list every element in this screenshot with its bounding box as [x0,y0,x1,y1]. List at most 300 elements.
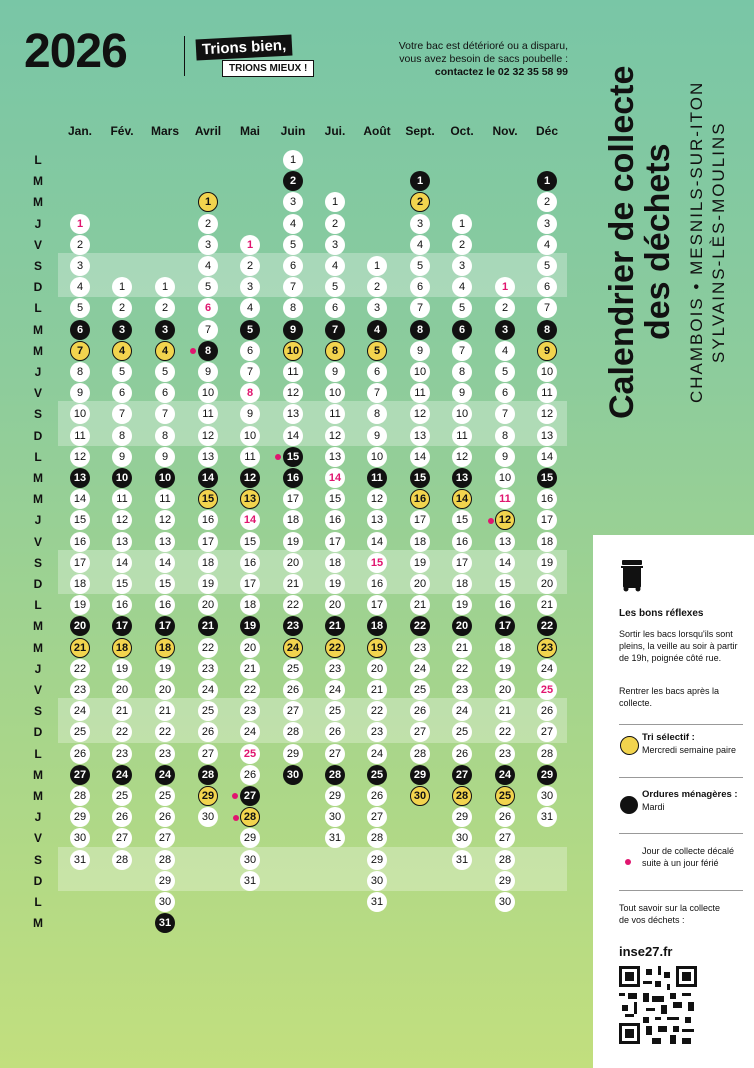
month-header: Mars [150,124,179,138]
day-cell: 23 [112,744,132,764]
day-cell: 6 [367,362,387,382]
day-cell: 2 [112,298,132,318]
weekday-label: J [34,216,42,231]
day-cell: 31 [70,850,90,870]
day-cell: 24 [495,765,515,785]
day-cell: 22 [198,638,218,658]
day-cell: 2 [410,192,430,212]
day-cell: 23 [198,659,218,679]
day-cell: 23 [367,722,387,742]
day-cell: 27 [452,765,472,785]
day-cell: 29 [537,765,557,785]
day-cell: 13 [367,510,387,530]
day-cell: 24 [283,638,303,658]
weekday-label: D [33,725,43,740]
day-cell: 9 [240,404,260,424]
weekend-band [58,401,567,445]
day-cell: 18 [367,616,387,636]
day-cell: 3 [283,192,303,212]
day-cell: 8 [240,383,260,403]
calendar-title-line1: Calendrier de collecte [603,65,641,419]
day-cell: 30 [198,807,218,827]
day-cell: 26 [325,722,345,742]
day-cell: 7 [495,404,515,424]
day-cell: 28 [495,850,515,870]
day-cell: 12 [112,510,132,530]
day-cell: 7 [198,320,218,340]
day-cell: 5 [198,277,218,297]
day-cell: 3 [240,277,260,297]
day-cell: 11 [70,426,90,446]
month-header: Fév. [110,124,134,138]
legend-item2 [642,788,742,813]
day-cell: 9 [283,320,303,340]
weekday-label: L [34,598,42,613]
header-divider [184,36,185,76]
day-cell: 1 [198,192,218,212]
day-cell: 25 [112,786,132,806]
day-cell: 30 [240,850,260,870]
calendar-title [604,36,676,448]
day-cell: 19 [325,574,345,594]
weekday-label: M [33,619,43,634]
day-cell: 29 [70,807,90,827]
day-cell: 20 [70,616,90,636]
day-cell: 11 [537,383,557,403]
day-cell: 28 [112,850,132,870]
day-cell: 29 [495,871,515,891]
weekday-label: V [33,237,42,252]
day-cell: 12 [537,404,557,424]
month-header: Oct. [450,124,474,138]
day-cell: 8 [495,426,515,446]
weekday-label: V [33,386,42,401]
day-cell: 5 [240,320,260,340]
day-cell: 24 [198,680,218,700]
day-cell: 28 [452,786,472,806]
day-cell: 17 [283,489,303,509]
day-cell: 7 [452,341,472,361]
day-cell: 22 [495,722,515,742]
day-cell: 8 [367,404,387,424]
day-cell: 24 [452,701,472,721]
day-cell: 29 [283,744,303,764]
day-cell: 9 [495,447,515,467]
day-cell: 22 [452,659,472,679]
weekend-band [58,550,567,594]
weekday-label: J [34,513,42,528]
weekday-label: L [34,895,42,909]
weekday-label: M [33,195,43,210]
day-cell: 4 [537,235,557,255]
day-cell: 20 [112,680,132,700]
day-cell: 15 [325,489,345,509]
day-cell: 28 [325,765,345,785]
day-cell: 24 [70,701,90,721]
day-cell: 1 [452,214,472,234]
day-cell: 4 [155,341,175,361]
day-cell: 19 [70,595,90,615]
day-cell: 7 [240,362,260,382]
legend-item1 [642,731,742,756]
day-cell: 21 [537,595,557,615]
day-cell: 19 [240,616,260,636]
day-cell: 15 [112,574,132,594]
day-cell: 20 [537,574,557,594]
day-cell: 23 [325,659,345,679]
day-cell: 31 [537,807,557,827]
day-cell: 18 [537,532,557,552]
day-cell: 6 [537,277,557,297]
day-cell: 28 [410,744,430,764]
weekday-label: S [33,407,42,422]
year-title: 2026 [24,25,127,78]
month-header: Sept. [405,124,435,138]
day-cell: 16 [325,510,345,530]
weekday-label: M [33,343,43,358]
day-cell: 6 [155,383,175,403]
day-cell: 19 [367,638,387,658]
day-cell: 15 [452,510,472,530]
day-cell: 25 [198,701,218,721]
day-cell: 26 [112,807,132,827]
weekend-band [58,253,567,297]
weekday-label: S [33,259,42,273]
day-cell: 11 [367,468,387,488]
month-header: Août [363,124,391,138]
day-cell: 26 [70,744,90,764]
day-cell: 4 [240,298,260,318]
day-cell: 10 [367,447,387,467]
day-cell: 30 [537,786,557,806]
day-cell: 16 [198,510,218,530]
day-cell: 25 [367,765,387,785]
weekday-label: L [34,449,42,464]
day-cell: 12 [70,447,90,467]
day-cell: 28 [198,765,218,785]
weekday-label: D [33,577,43,591]
day-cell: 16 [452,532,472,552]
weekday-label: S [33,852,42,867]
slogan-line2: TRIONS MIEUX ! [222,60,314,77]
day-cell: 3 [112,320,132,340]
day-cell: 26 [410,701,430,721]
day-cell: 19 [198,574,218,594]
day-cell: 13 [198,447,218,467]
day-cell: 16 [537,489,557,509]
day-cell: 15 [283,447,303,467]
day-cell: 7 [112,404,132,424]
weekday-label: S [33,704,42,719]
calendar-title-line2: des déchets [639,143,677,341]
day-cell: 27 [112,828,132,848]
day-cell: 30 [325,807,345,827]
day-cell: 2 [452,235,472,255]
weekday-label: J [34,810,42,825]
day-cell: 23 [495,744,515,764]
day-cell: 14 [198,468,218,488]
day-cell: 26 [240,765,260,785]
day-cell: 11 [325,404,345,424]
day-cell: 26 [495,807,515,827]
day-cell: 18 [155,638,175,658]
day-cell: 24 [537,659,557,679]
day-cell: 25 [495,786,515,806]
day-cell: 20 [198,595,218,615]
day-cell: 23 [410,638,430,658]
day-cell: 10 [452,404,472,424]
day-cell: 26 [198,722,218,742]
day-cell: 5 [283,235,303,255]
day-cell: 27 [537,722,557,742]
day-cell: 22 [367,701,387,721]
day-cell: 6 [495,383,515,403]
day-cell: 18 [452,574,472,594]
day-cell: 17 [325,532,345,552]
month-header: Mai [239,124,260,138]
day-cell: 9 [325,362,345,382]
day-cell: 21 [283,574,303,594]
day-cell: 17 [240,574,260,594]
day-cell: 27 [70,765,90,785]
day-cell: 16 [70,532,90,552]
day-cell: 9 [112,447,132,467]
legend-sep4 [619,890,743,891]
legend-text1: Sortir les bacs lorsqu'ils sont pleins, la veille au soir à partir de 19h, poignée côté rue. [619,629,738,663]
day-cell: 5 [155,362,175,382]
day-cell: 27 [283,701,303,721]
day-cell: 21 [325,616,345,636]
day-cell: 29 [240,828,260,848]
day-cell: 13 [410,426,430,446]
day-cell: 7 [537,298,557,318]
day-cell: 25 [537,680,557,700]
day-cell: 10 [112,468,132,488]
day-cell: 23 [240,701,260,721]
day-cell: 14 [452,489,472,509]
day-cell: 31 [367,892,387,912]
day-cell: 25 [240,744,260,764]
day-cell: 16 [155,595,175,615]
day-cell: 15 [537,468,557,488]
day-cell: 17 [452,553,472,573]
day-cell: 15 [198,489,218,509]
day-cell: 17 [410,510,430,530]
day-cell: 26 [537,701,557,721]
day-cell: 8 [410,320,430,340]
day-cell: 5 [495,362,515,382]
weekday-label: V [33,683,42,697]
day-cell: 24 [155,765,175,785]
day-cell: 14 [495,553,515,573]
legend-item2-title: Ordures ménagères : [642,789,738,800]
contact-block [350,40,568,79]
day-cell: 27 [155,828,175,848]
month-header: Jan. [67,124,92,138]
day-cell: 6 [325,298,345,318]
day-cell: 1 [367,256,387,276]
day-cell: 14 [240,510,260,530]
day-cell: 24 [112,765,132,785]
weekday-label: M [33,322,43,337]
day-cell: 8 [70,362,90,382]
day-cell: 9 [155,447,175,467]
day-cell: 11 [155,489,175,509]
day-cell: 27 [240,786,260,806]
day-cell: 7 [410,298,430,318]
day-cell: 21 [112,701,132,721]
day-cell: 9 [367,426,387,446]
day-cell: 3 [495,320,515,340]
day-cell: 7 [367,383,387,403]
month-header: Juin [280,124,306,138]
day-cell: 8 [452,362,472,382]
day-cell: 17 [537,510,557,530]
day-cell: 1 [495,277,515,297]
day-cell: 13 [240,489,260,509]
day-cell: 20 [495,680,515,700]
day-cell: 4 [112,341,132,361]
day-cell: 3 [325,235,345,255]
day-cell: 20 [155,680,175,700]
day-cell: 12 [283,383,303,403]
day-cell: 21 [70,638,90,658]
day-cell: 25 [325,701,345,721]
day-cell: 12 [452,447,472,467]
day-cell: 30 [283,765,303,785]
day-cell: 30 [367,871,387,891]
slogan-line1: Trions bien, [196,34,293,60]
day-cell: 17 [70,553,90,573]
day-cell: 1 [112,277,132,297]
contact-phone: contactez le 02 32 35 58 99 [434,66,568,78]
day-cell: 20 [283,553,303,573]
day-cell: 20 [452,616,472,636]
day-cell: 13 [495,532,515,552]
day-cell: 1 [283,150,303,170]
day-cell: 19 [495,659,515,679]
day-cell: 5 [70,298,90,318]
day-cell: 25 [70,722,90,742]
day-cell: 19 [452,595,472,615]
day-cell: 13 [70,468,90,488]
day-cell: 12 [240,468,260,488]
day-cell: 4 [325,256,345,276]
day-cell: 30 [70,828,90,848]
day-cell: 30 [155,892,175,912]
day-cell: 1 [410,171,430,191]
weekday-label: L [34,301,42,316]
day-cell: 23 [283,616,303,636]
day-cell: 28 [283,722,303,742]
weekday-label: M [33,640,43,655]
qr-code[interactable] [619,966,697,1044]
day-cell: 22 [70,659,90,679]
day-cell: 31 [155,913,175,933]
day-cell: 13 [112,532,132,552]
day-cell: 2 [537,192,557,212]
day-cell: 19 [283,532,303,552]
day-cell: 4 [452,277,472,297]
day-cell: 5 [537,256,557,276]
day-cell: 11 [452,426,472,446]
day-cell: 3 [452,256,472,276]
day-cell: 11 [112,489,132,509]
communes [686,36,730,448]
day-cell: 12 [410,404,430,424]
day-cell: 19 [112,659,132,679]
day-cell: 22 [283,595,303,615]
bin-icon [620,558,644,592]
day-cell: 22 [325,638,345,658]
day-cell: 18 [495,638,515,658]
day-cell: 4 [283,214,303,234]
day-cell: 29 [325,786,345,806]
contact-line2: vous avez besoin de sacs poubelle : [399,53,568,65]
legend-item2-desc: Mardi [642,802,665,812]
legend-yellow-dot [620,736,639,755]
weekday-label: S [33,555,42,570]
day-cell: 21 [155,701,175,721]
day-cell: 30 [495,892,515,912]
day-cell: 14 [537,447,557,467]
day-cell: 12 [155,510,175,530]
day-cell: 10 [495,468,515,488]
day-cell: 27 [495,828,515,848]
day-cell: 11 [410,383,430,403]
day-cell: 27 [410,722,430,742]
legend-more: Tout savoir sur la collecte de vos déchets : [619,903,721,925]
weekday-label: L [34,746,42,761]
day-cell: 22 [155,722,175,742]
day-cell: 13 [325,447,345,467]
day-cell: 8 [325,341,345,361]
website-link[interactable]: inse27.fr [619,944,673,959]
day-cell: 21 [367,680,387,700]
day-cell: 4 [410,235,430,255]
day-cell: 23 [452,680,472,700]
day-cell: 10 [198,383,218,403]
day-cell: 9 [198,362,218,382]
day-cell: 3 [410,214,430,234]
day-cell: 6 [112,383,132,403]
day-cell: 23 [70,680,90,700]
day-cell: 3 [70,256,90,276]
day-cell: 23 [155,744,175,764]
day-cell: 17 [155,616,175,636]
legend-item3: Jour de collecte décalé suite à un jour férié [642,846,735,868]
day-cell: 8 [198,341,218,361]
day-cell: 15 [155,574,175,594]
day-cell: 18 [70,574,90,594]
day-cell: 29 [155,871,175,891]
day-cell: 18 [410,532,430,552]
day-cell: 31 [325,828,345,848]
day-cell: 26 [283,680,303,700]
day-cell: 5 [112,362,132,382]
day-cell: 29 [367,850,387,870]
communes-line2: SYLVAINS-LÈS-MOULINS [709,121,728,363]
weekday-label: D [33,873,43,888]
day-cell: 9 [452,383,472,403]
day-cell: 6 [283,256,303,276]
day-cell: 10 [410,362,430,382]
day-cell: 5 [367,341,387,361]
day-cell: 15 [495,574,515,594]
day-cell: 7 [70,341,90,361]
day-cell: 11 [198,404,218,424]
day-cell: 16 [495,595,515,615]
